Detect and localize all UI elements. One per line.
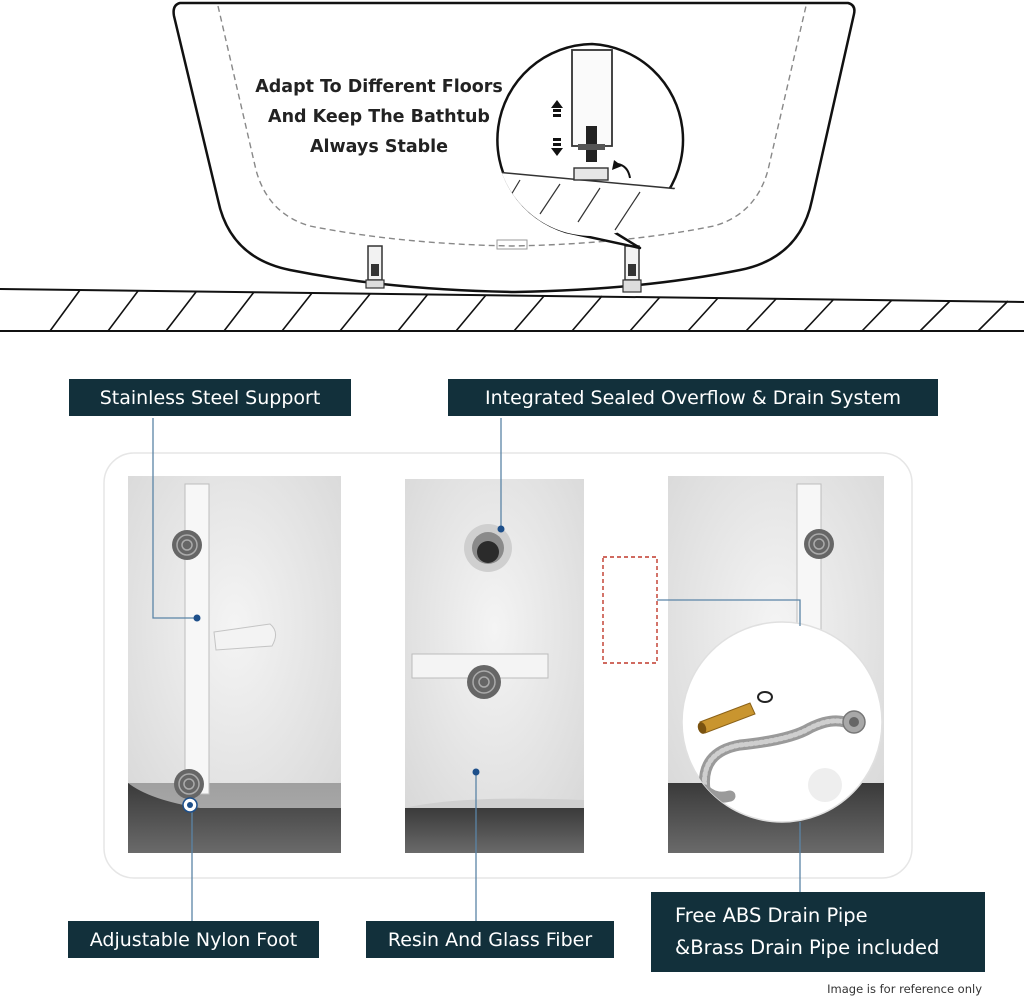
- drain-pipe-inset: [682, 622, 882, 822]
- tub-underside-photo: [104, 453, 912, 878]
- steel-support-pad-top: [172, 530, 202, 560]
- reference-footnote: Image is for reference only: [827, 982, 982, 996]
- adjustable-nylon-foot-label: Adjustable Nylon Foot: [68, 921, 319, 958]
- stability-callout-line2: And Keep The Bathtub: [268, 107, 490, 127]
- tub-foot-right: [623, 246, 641, 292]
- stainless-steel-support-label: Stainless Steel Support: [69, 379, 351, 416]
- left-cavity-panel: [128, 476, 341, 853]
- center-foot-pad: [467, 665, 501, 699]
- overflow-drain-system-label: Integrated Sealed Overflow & Drain System: [448, 379, 938, 416]
- nylon-foot-pad-bottom: [174, 769, 204, 799]
- drain-outlet: [464, 524, 512, 572]
- stability-callout: [254, 72, 504, 162]
- drain-pipe-label-line1: Free ABS Drain Pipe: [675, 904, 868, 927]
- drain-pipe-label: [651, 892, 985, 972]
- resin-glass-fiber-label: Resin And Glass Fiber: [366, 921, 614, 958]
- sloped-floor: [0, 289, 1024, 331]
- middle-cavity-panel: [405, 479, 584, 853]
- tub-foot-left: [366, 246, 384, 288]
- stability-callout-line3: Always Stable: [309, 137, 449, 157]
- stability-callout-line1: Adapt To Different Floors: [255, 77, 503, 97]
- bathtub-side-diagram: [0, 3, 1024, 331]
- drain-pipe-label-line2: &Brass Drain Pipe included: [675, 936, 940, 959]
- right-support-pad: [804, 529, 834, 559]
